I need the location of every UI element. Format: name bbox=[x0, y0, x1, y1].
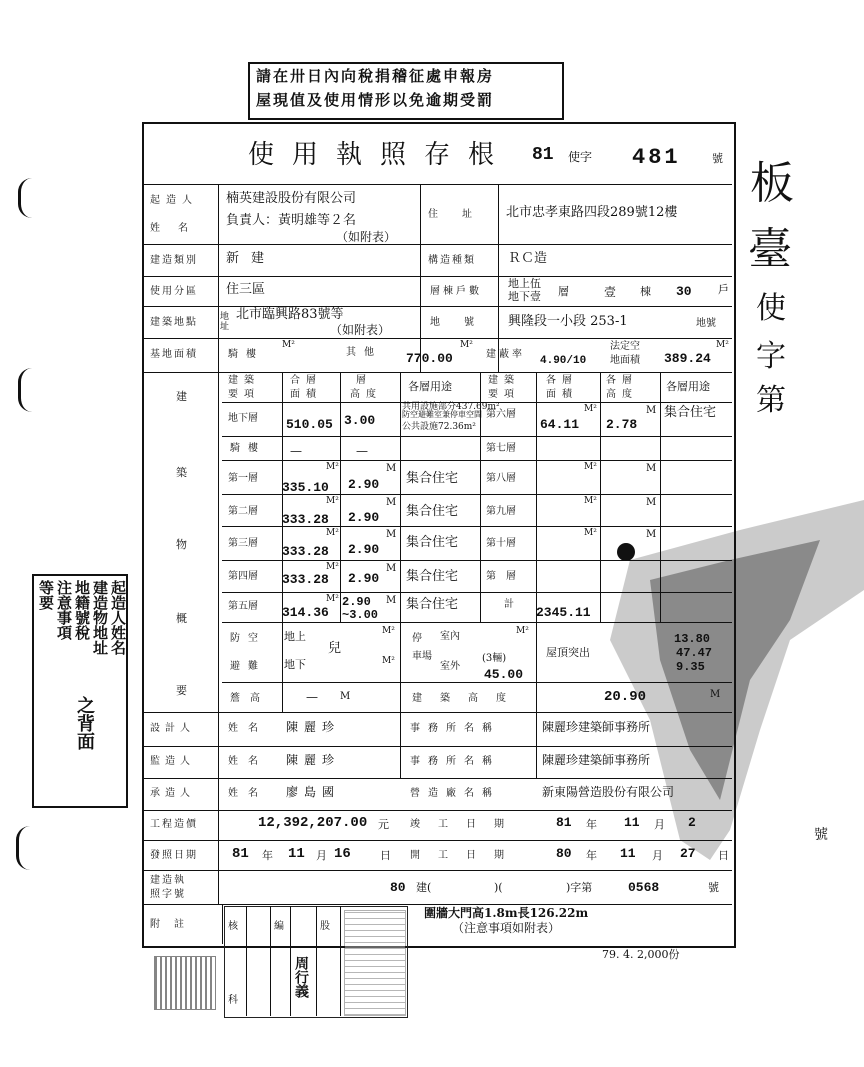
permit-series: 使字 bbox=[568, 150, 593, 164]
permit-ref-mid: )( bbox=[494, 881, 503, 894]
margin-char: 臺 bbox=[748, 224, 792, 275]
floor-name: 騎樓 bbox=[230, 443, 266, 454]
other-value: 770.00 bbox=[406, 351, 453, 366]
unit-m: M bbox=[386, 529, 397, 540]
permit-ref-suffix: )字第 bbox=[566, 881, 593, 894]
applicant-rep-note: （如附表） bbox=[336, 230, 397, 244]
unit-m: M bbox=[646, 405, 657, 416]
permit-label1: 建造執 bbox=[150, 875, 186, 886]
start-label: 開工日期 bbox=[410, 850, 522, 861]
margin-char: 第 bbox=[756, 383, 786, 418]
unit-m: M bbox=[386, 497, 397, 508]
margin-char: 使 bbox=[756, 291, 786, 326]
coverage-label: 建蔽率 bbox=[486, 349, 525, 360]
floor-use: 集合住宅 bbox=[664, 405, 717, 420]
site-address: 北市臨興路83號等 bbox=[236, 307, 344, 322]
fh-col4: 各層用途 bbox=[408, 380, 452, 393]
floor-height: 2.90 bbox=[348, 571, 380, 586]
contractor-firm: 新東陽營造股份有限公司 bbox=[542, 785, 675, 799]
floor-name: 第五層 bbox=[228, 601, 258, 612]
vertical-stamp bbox=[344, 910, 406, 1016]
floor-name: 第 層 bbox=[486, 571, 516, 582]
unit-m: M bbox=[646, 463, 657, 474]
year-mark: 年 bbox=[586, 849, 597, 862]
floor-area: 64.11 bbox=[540, 417, 580, 432]
floor-name: 第三層 bbox=[228, 538, 258, 549]
permit-number: 481 bbox=[632, 145, 681, 170]
side-note-col: 之背面 bbox=[74, 696, 95, 750]
floor-area: 510.05 bbox=[286, 417, 333, 432]
designer-firm: 陳麗珍建築師事務所 bbox=[542, 720, 651, 734]
name-label: 姓名 bbox=[228, 723, 268, 734]
fh-col6b: 面積 bbox=[546, 389, 578, 400]
floor-area: 333.28 bbox=[282, 544, 329, 559]
seal-label: 核 bbox=[228, 921, 238, 932]
fh-col1a: 建築 bbox=[228, 375, 260, 386]
month-mark: 月 bbox=[316, 849, 327, 862]
parking-label2: 車場 bbox=[412, 651, 432, 662]
unit-m2: M² bbox=[326, 496, 339, 506]
unit-m: M bbox=[646, 529, 657, 540]
designer-name: 陳麗珍 bbox=[286, 720, 341, 734]
cost-label: 工程造價 bbox=[150, 819, 198, 830]
floor-name: 地下層 bbox=[228, 413, 258, 424]
structure-label: 構造種類 bbox=[428, 255, 476, 266]
unit-m: M bbox=[646, 497, 657, 508]
notes-line1: 圍牆大門高1.8m長126.22m bbox=[424, 906, 589, 920]
side-note-col: 建造物地址 bbox=[91, 580, 109, 655]
bldg-label-3: 物 bbox=[176, 538, 187, 551]
notes-label: 附註 bbox=[150, 919, 198, 930]
floor-use: 集合住宅 bbox=[406, 569, 459, 584]
permit-year: 81 bbox=[532, 145, 554, 165]
permit-label2: 照字號 bbox=[150, 889, 186, 900]
bldg-unit: 棟 bbox=[640, 285, 651, 298]
floor-annot2: 公共設施72.36m² bbox=[402, 422, 476, 432]
roof-v1: 13.80 bbox=[674, 632, 711, 646]
floor-area: 314.36 bbox=[282, 605, 329, 620]
site-label: 建築地點 bbox=[150, 317, 198, 328]
fh-col1b: 要項 bbox=[228, 389, 260, 400]
shelter-below: 地下 bbox=[284, 658, 306, 671]
applicant-label: 起造人 bbox=[150, 195, 198, 206]
permit-ref-end: 號 bbox=[708, 881, 719, 894]
other-label: 其他 bbox=[346, 347, 382, 358]
open-label2: 地面積 bbox=[610, 355, 640, 366]
completion-label: 竣工日期 bbox=[410, 819, 522, 830]
bldg-label-5: 要 bbox=[176, 684, 187, 697]
floor-height: 2.90 bbox=[348, 477, 380, 492]
unit-m2: M² bbox=[584, 496, 597, 506]
binding-mark bbox=[18, 178, 39, 218]
other-unit: M² bbox=[460, 340, 473, 350]
unit-m: M bbox=[386, 463, 397, 474]
shelter-above: 地上 bbox=[284, 630, 306, 643]
seal-label: 科 bbox=[228, 995, 238, 1006]
seal-label: 編 bbox=[274, 921, 284, 932]
floor-name: 第二層 bbox=[228, 506, 258, 517]
roof-label: 屋頂突出 bbox=[546, 646, 590, 659]
floor-height: 2.90 bbox=[348, 510, 380, 525]
cost-unit: 元 bbox=[378, 818, 389, 831]
lot-value: 興隆段一小段 253-1 bbox=[508, 314, 628, 329]
unit-m: M bbox=[710, 689, 721, 700]
unit-m2: M² bbox=[584, 462, 597, 472]
completion-month: 11 bbox=[624, 815, 640, 830]
arcade-label: 騎樓 bbox=[228, 349, 264, 360]
parking-count: (3輛) bbox=[482, 653, 507, 664]
fh-col8: 各層用途 bbox=[666, 380, 710, 393]
tax-notice-line2: 屋現值及使用情形以免逾期受罰 bbox=[256, 91, 495, 109]
name-label: 姓名 bbox=[228, 756, 268, 767]
zone-label: 使用分區 bbox=[150, 286, 198, 297]
floor-name: 第四層 bbox=[228, 571, 258, 582]
floor-name: 第七層 bbox=[486, 443, 516, 454]
binding-mark bbox=[16, 826, 37, 870]
supervisor-name: 陳麗珍 bbox=[286, 753, 341, 767]
unit-m2: M² bbox=[584, 528, 597, 538]
supervisor-firm: 陳麗珍建築師事務所 bbox=[542, 753, 651, 767]
margin-char: 號 bbox=[814, 827, 828, 843]
unit-m2: M² bbox=[326, 562, 339, 572]
fh-col3a: 層 bbox=[356, 375, 366, 386]
unit-m2: M² bbox=[382, 656, 395, 666]
applicant-rep: 負責人：黃明雄等２名 bbox=[226, 213, 357, 228]
floor-height: — bbox=[356, 444, 368, 458]
scan-smudge bbox=[590, 500, 864, 860]
bldg-label-1: 建 bbox=[176, 390, 187, 403]
floor-use: 防空避難室兼停車空間 bbox=[402, 410, 482, 419]
applicant-name-label: 姓名 bbox=[150, 223, 206, 234]
issue-label: 發照日期 bbox=[150, 850, 198, 861]
floor-height: 3.00 bbox=[344, 413, 376, 428]
fh-col7a: 各層 bbox=[606, 375, 638, 386]
handwritten-signature: 周行義 bbox=[293, 956, 309, 998]
unit-m: M bbox=[386, 563, 397, 574]
bldg-height-label: 建築高度 bbox=[412, 693, 524, 704]
unit-m: M bbox=[340, 691, 351, 702]
fh-col5a: 建築 bbox=[488, 375, 520, 386]
start-month: 11 bbox=[620, 846, 636, 861]
unit-m: M bbox=[386, 595, 397, 606]
floor-name: 第八層 bbox=[486, 473, 516, 484]
form-title: 使用執照存根 bbox=[248, 140, 513, 170]
unit-m2: M² bbox=[516, 626, 529, 636]
applicant-address: 北市忠孝東路四段289號12樓 bbox=[506, 205, 678, 220]
fh-col3b: 高度 bbox=[350, 389, 382, 400]
floor-annot1: 共用設施部分437.69m² bbox=[402, 402, 500, 412]
permit-ref-year: 80 bbox=[390, 880, 406, 895]
roof-v3: 9.35 bbox=[676, 660, 705, 674]
month-mark: 月 bbox=[654, 818, 665, 831]
floor-area: 2345.11 bbox=[536, 605, 591, 620]
zone-value: 住三區 bbox=[226, 282, 266, 297]
start-day: 27 bbox=[680, 846, 696, 861]
roof-v2: 47.47 bbox=[676, 646, 713, 660]
contractor-name: 廖島國 bbox=[286, 785, 341, 799]
floor-area: 335.10 bbox=[282, 480, 329, 495]
open-value: 389.24 bbox=[664, 351, 711, 366]
unit-m2: M² bbox=[382, 626, 395, 636]
site-area-label: 基地面積 bbox=[150, 349, 198, 360]
year-mark: 年 bbox=[586, 818, 597, 831]
cost-value: 12,392,207.00 bbox=[258, 815, 368, 831]
floor-use: 集合住宅 bbox=[406, 535, 459, 550]
bldg-label-4: 概 bbox=[176, 612, 187, 625]
structure-type: ＲＣ造 bbox=[508, 251, 548, 266]
floor-use: 集合住宅 bbox=[406, 597, 459, 612]
parking-value: 45.00 bbox=[484, 667, 524, 682]
day-mark: 日 bbox=[718, 849, 729, 862]
floor-height: 2.78 bbox=[606, 417, 638, 432]
tax-notice bbox=[248, 62, 564, 120]
floor-name: 第十層 bbox=[486, 538, 516, 549]
unit-m2: M² bbox=[326, 594, 339, 604]
year-mark: 年 bbox=[262, 849, 273, 862]
name-label: 姓名 bbox=[228, 788, 268, 799]
side-note-col: 地籍號稅 bbox=[73, 580, 91, 640]
site-addr-label: 地址 bbox=[220, 312, 230, 332]
day-mark: 日 bbox=[380, 849, 391, 862]
parking-indoor: 室內 bbox=[440, 631, 460, 642]
side-note-col: 等要 bbox=[37, 580, 55, 610]
supervisor-label: 監造人 bbox=[150, 756, 195, 767]
open-unit: M² bbox=[716, 340, 729, 350]
notes-line2: （注意事項如附表） bbox=[452, 921, 561, 935]
start-year: 80 bbox=[556, 846, 572, 861]
unit-m2: M² bbox=[584, 404, 597, 414]
floor-name: 計 bbox=[504, 599, 514, 610]
floor-name: 第一層 bbox=[228, 473, 258, 484]
bldg-label-2: 築 bbox=[176, 466, 187, 479]
seal-label: 股 bbox=[320, 921, 330, 932]
address-label: 住址 bbox=[428, 209, 496, 220]
issue-day: 16 bbox=[334, 846, 351, 862]
fh-col6a: 各層 bbox=[546, 375, 578, 386]
lot-label: 地號 bbox=[430, 317, 498, 328]
lot-suffix: 地號 bbox=[696, 318, 716, 329]
floor-name: 第九層 bbox=[486, 506, 516, 517]
print-info: 79. 4. 2,000份 bbox=[602, 948, 680, 961]
household-count: 30 bbox=[676, 284, 692, 299]
floors-above: 地上伍 bbox=[508, 277, 541, 290]
shelter-label1: 防空 bbox=[230, 633, 266, 644]
designer-label: 設計人 bbox=[150, 723, 195, 734]
fh-col5b: 要項 bbox=[488, 389, 520, 400]
permit-suffix: 號 bbox=[712, 152, 723, 165]
floor-area: 333.28 bbox=[282, 512, 329, 527]
contractor-label: 承造人 bbox=[150, 788, 195, 799]
build-type-label: 建造類別 bbox=[150, 255, 198, 266]
completion-year: 81 bbox=[556, 815, 572, 830]
side-note-col: 注意事項 bbox=[55, 580, 73, 640]
official-seal bbox=[154, 956, 216, 1010]
firm-label: 事務所名稱 bbox=[410, 723, 500, 734]
shelter-label2: 避難 bbox=[230, 661, 266, 672]
floor-height: 2.90 bbox=[348, 542, 380, 557]
builder-label: 營造廠名稱 bbox=[410, 788, 500, 799]
permit-ref-number: 0568 bbox=[628, 880, 660, 895]
unit-m2: M² bbox=[326, 462, 339, 472]
eave-value: — bbox=[306, 690, 318, 704]
side-note-col: 起造人姓名 bbox=[109, 580, 127, 655]
floors-below: 地下壹 bbox=[508, 290, 541, 303]
parking-outdoor: 室外 bbox=[440, 661, 460, 672]
eave-label: 簷高 bbox=[230, 693, 270, 704]
applicant-company: 楠英建設股份有限公司 bbox=[226, 191, 357, 206]
permit-ref-prefix: 建( bbox=[416, 881, 432, 894]
open-label1: 法定空 bbox=[610, 341, 640, 352]
household-unit: 戶 bbox=[718, 283, 729, 296]
fh-col2b: 面積 bbox=[290, 389, 322, 400]
floor-area: 333.28 bbox=[282, 572, 329, 587]
firm-label: 事務所名稱 bbox=[410, 756, 500, 767]
margin-char: 板 bbox=[750, 158, 794, 209]
month-mark: 月 bbox=[652, 849, 663, 862]
completion-day: 2 bbox=[688, 815, 696, 830]
site-note: （如附表） bbox=[330, 323, 391, 337]
arcade-unit: M² bbox=[282, 340, 295, 350]
coverage-value: 4.90/10 bbox=[540, 355, 587, 367]
parking-label1: 停 bbox=[412, 633, 422, 644]
bldg-count: 壹 bbox=[604, 285, 617, 299]
fh-col7b: 高度 bbox=[606, 389, 638, 400]
side-note-box bbox=[32, 574, 128, 808]
floor-area: — bbox=[290, 444, 302, 458]
units-label: 層棟戶數 bbox=[430, 286, 482, 297]
floor-use: 集合住宅 bbox=[406, 471, 459, 486]
unit-m2: M² bbox=[326, 528, 339, 538]
floor-unit: 層 bbox=[558, 285, 569, 298]
shelter-value: 兒 bbox=[328, 641, 342, 656]
floor-name: 第六層 bbox=[486, 409, 516, 420]
binding-mark bbox=[18, 368, 39, 412]
build-type: 新建 bbox=[226, 251, 277, 266]
margin-char: 字 bbox=[756, 339, 786, 374]
issue-month: 11 bbox=[288, 846, 305, 862]
issue-year: 81 bbox=[232, 846, 249, 862]
bldg-height: 20.90 bbox=[604, 689, 647, 705]
floor-height: 2.90 ~3.00 bbox=[342, 595, 379, 622]
floor-use: 集合住宅 bbox=[406, 504, 459, 519]
fh-col2a: 合層 bbox=[290, 375, 322, 386]
tax-notice-line1: 請在卅日內向稅捐稽征處申報房 bbox=[256, 67, 495, 85]
